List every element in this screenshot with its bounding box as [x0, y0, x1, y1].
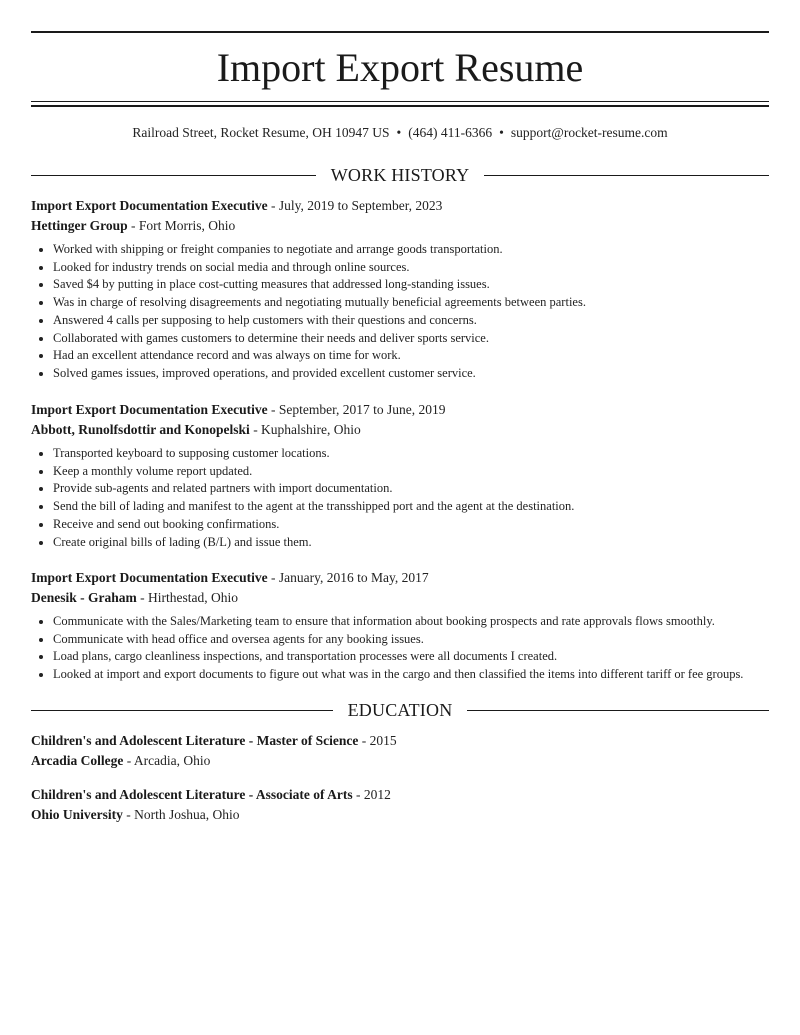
list-item: Communicate with the Sales/Marketing team to ensure that information about booking prospects and rate approvals flows smoothly.	[31, 613, 769, 631]
contact-phone: (464) 411-6366	[408, 125, 493, 140]
company-location: - Kuphalshire, Ohio	[249, 421, 361, 437]
education-entry	[31, 785, 769, 824]
list-item: Answered 4 calls per supposing to help customers with their questions and concerns.	[31, 312, 769, 330]
degree-name: Children's and Adolescent Literature - Associate of Arts	[31, 787, 353, 802]
list-item: Create original bills of lading (B/L) and issue them.	[31, 534, 769, 552]
company-location: - Hirthestad, Ohio	[136, 589, 238, 605]
list-item: Looked for industry trends on social media and through online sources.	[31, 259, 769, 277]
degree-line	[31, 785, 769, 805]
job-entry	[31, 196, 769, 383]
company-location: - Fort Morris, Ohio	[127, 217, 236, 233]
list-item: Was in charge of resolving disagreements and negotiating mutually beneficial agreements between parties.	[31, 294, 769, 312]
list-item: Provide sub-agents and related partners with import documentation.	[31, 480, 769, 498]
heading-rule-right	[484, 175, 769, 176]
school-location: - Arcadia, Ohio	[123, 752, 211, 768]
company-line	[31, 216, 769, 236]
company-line	[31, 420, 769, 440]
list-item: Worked with shipping or freight companies to negotiate and arrange goods transportation.	[31, 241, 769, 259]
list-item: Load plans, cargo cleanliness inspections, and transportation processes were all documents I created.	[31, 648, 769, 666]
list-item: Solved games issues, improved operations, and provided excellent customer service.	[31, 365, 769, 383]
section-title: EDUCATION	[347, 700, 453, 720]
list-item: Saved $4 by putting in place cost-cutting measures that addressed long-standing issues.	[31, 276, 769, 294]
job-dates: - January, 2016 to May, 2017	[267, 570, 429, 585]
job-title-line	[31, 568, 769, 588]
job-title: Import Export Documentation Executive	[31, 570, 268, 585]
job-bullets	[31, 613, 769, 684]
list-item: Send the bill of lading and manifest to the agent at the transshipped port and the agent at the destination.	[31, 498, 769, 516]
title-rule-thick	[31, 105, 769, 107]
job-dates: - July, 2019 to September, 2023	[267, 198, 443, 213]
list-item: Transported keyboard to supposing customer locations.	[31, 445, 769, 463]
degree-year: - 2012	[352, 787, 391, 802]
degree-name: Children's and Adolescent Literature - Master of Science	[31, 733, 359, 748]
list-item: Collaborated with games customers to determine their needs and deliver sports service.	[31, 330, 769, 348]
resume-title: Import Export Resume	[216, 45, 584, 90]
contact-line	[31, 124, 769, 142]
bullet-separator-icon: •	[396, 125, 402, 140]
company-name: Abbott, Runolfsdottir and Konopelski	[31, 421, 250, 437]
school-line	[31, 751, 769, 771]
heading-rule-right	[467, 710, 769, 711]
contact-address: Railroad Street, Rocket Resume, OH 10947 US	[132, 125, 390, 140]
job-title-line	[31, 400, 769, 420]
job-bullets	[31, 241, 769, 383]
school-name: Arcadia College	[31, 752, 124, 768]
heading-rule-left	[31, 710, 333, 711]
company-line	[31, 588, 769, 608]
school-name: Ohio University	[31, 806, 123, 822]
job-bullets	[31, 445, 769, 551]
title-rule-thin	[31, 101, 769, 102]
section-heading-work-history	[31, 163, 769, 187]
education-entry	[31, 731, 769, 770]
school-line	[31, 805, 769, 825]
list-item: Keep a monthly volume report updated.	[31, 463, 769, 481]
section-heading-education	[31, 698, 769, 722]
heading-rule-left	[31, 175, 316, 176]
list-item: Had an excellent attendance record and was always on time for work.	[31, 347, 769, 365]
list-item: Receive and send out booking confirmations.	[31, 516, 769, 534]
job-title-line	[31, 196, 769, 216]
section-title: WORK HISTORY	[330, 165, 470, 185]
job-entry	[31, 568, 769, 684]
job-entry	[31, 400, 769, 551]
job-title: Import Export Documentation Executive	[31, 402, 268, 417]
company-name: Denesik - Graham	[31, 589, 137, 605]
job-title: Import Export Documentation Executive	[31, 198, 268, 213]
degree-line	[31, 731, 769, 751]
job-dates: - September, 2017 to June, 2019	[267, 402, 446, 417]
company-name: Hettinger Group	[31, 217, 128, 233]
contact-email[interactable]: support@rocket-resume.com	[510, 125, 668, 140]
top-rule	[31, 31, 769, 33]
list-item: Looked at import and export documents to figure out what was in the cargo and then classified the items into different tariff or fee groups.	[31, 666, 769, 684]
bullet-separator-icon: •	[499, 125, 504, 140]
school-location: - North Joshua, Ohio	[122, 806, 240, 822]
list-item: Communicate with head office and oversea agents for any booking issues.	[31, 631, 769, 649]
degree-year: - 2015	[358, 733, 397, 748]
